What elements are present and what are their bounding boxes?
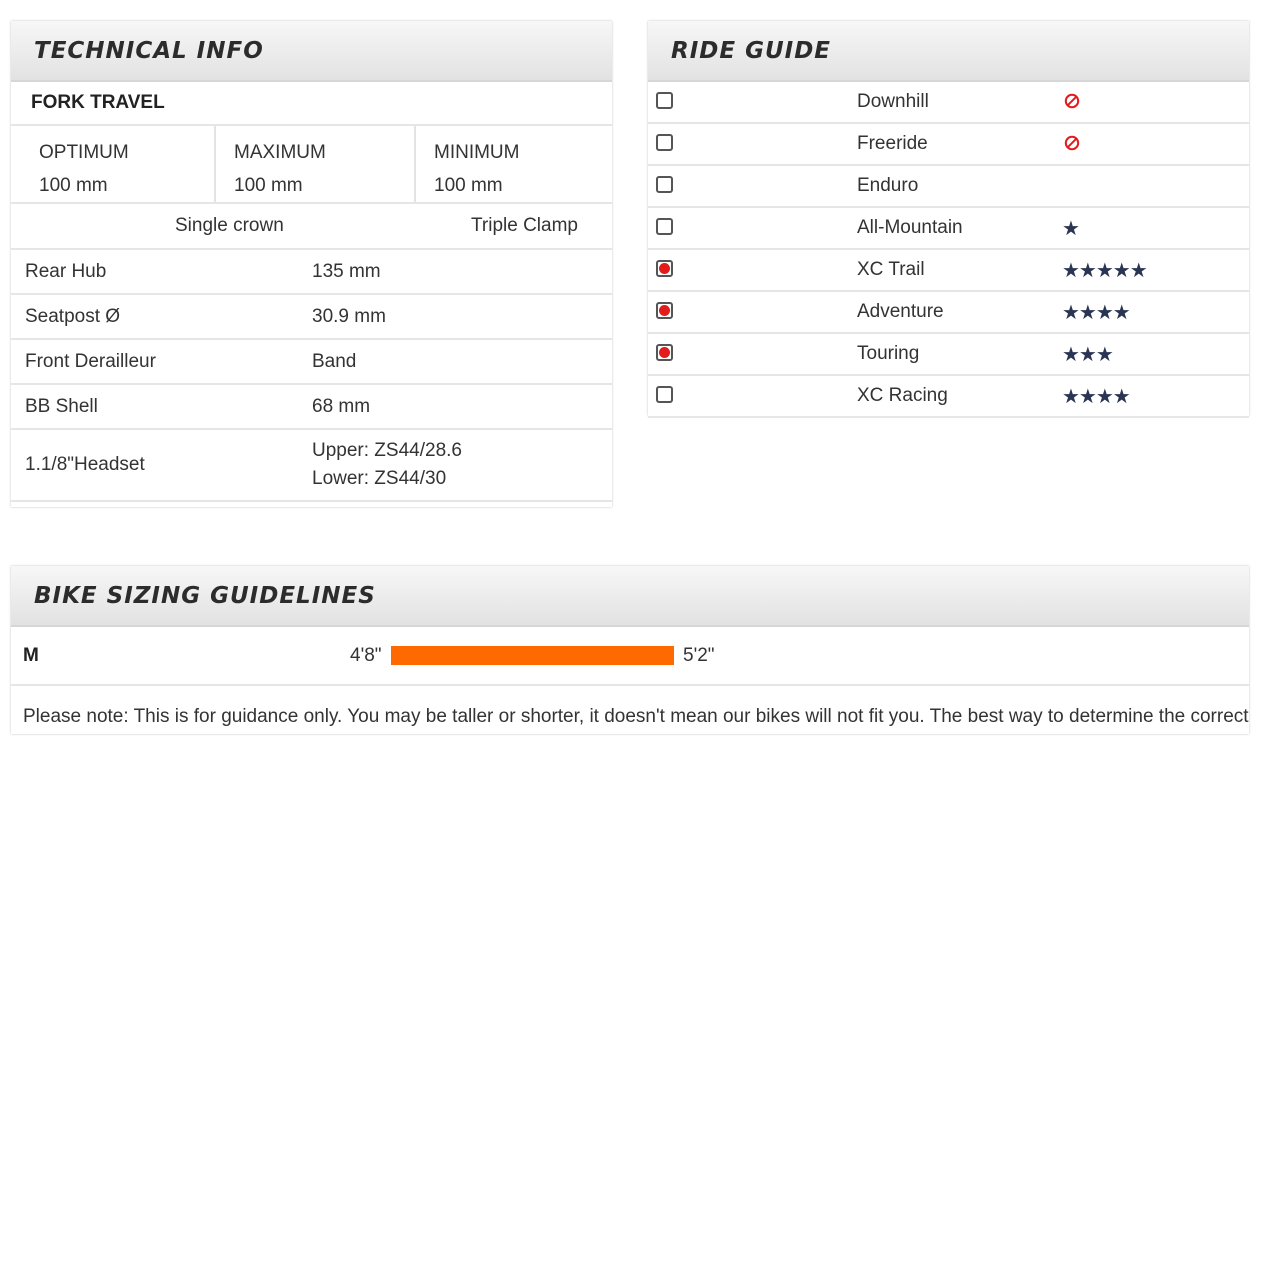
star-rating-icon: ★★★★★	[1062, 259, 1147, 282]
headset-lower: Lower: ZS44/30	[312, 468, 447, 489]
star-rating-icon: ★★★★	[1062, 301, 1130, 324]
fork-minimum	[414, 126, 612, 202]
ride-checkbox[interactable]	[656, 134, 673, 151]
spec-label: 1.1/8"Headset	[25, 454, 145, 475]
ride-name: XC Trail	[857, 259, 925, 280]
ride-checkbox[interactable]	[656, 386, 673, 403]
ride-name: Touring	[857, 343, 920, 364]
ride-name: Freeride	[857, 133, 928, 154]
star-rating-icon: ★★★	[1062, 343, 1113, 366]
spec-value: 135 mm	[312, 260, 381, 282]
spec-row-rear-hub	[11, 250, 612, 295]
spec-label: Front Derailleur	[25, 350, 156, 372]
technical-info-title: TECHNICAL INFO	[34, 37, 264, 64]
size-range-bar	[391, 646, 674, 665]
ride-guide-panel	[648, 21, 1249, 416]
not-recommended-icon	[1064, 93, 1080, 109]
ride-checkbox[interactable]	[656, 344, 673, 361]
spec-row-front-derailleur	[11, 340, 612, 385]
fork-minimum-value: 100 mm	[434, 175, 503, 196]
fork-travel-title: FORK TRAVEL	[11, 82, 612, 126]
bike-sizing-title: BIKE SIZING GUIDELINES	[34, 582, 376, 609]
ride-guide-row	[648, 292, 1249, 334]
size-range-track	[391, 646, 674, 665]
selected-dot-icon	[659, 263, 670, 274]
spec-label: Rear Hub	[25, 260, 107, 282]
not-recommended-icon	[1064, 135, 1080, 151]
star-rating-icon: ★	[1062, 217, 1079, 240]
fork-optimum-label: OPTIMUM	[39, 142, 129, 163]
ride-checkbox[interactable]	[656, 92, 673, 109]
ride-guide-list	[648, 82, 1249, 418]
fork-travel-values	[11, 126, 612, 204]
crown-option-single: Single crown	[175, 215, 284, 236]
spec-value: 30.9 mm	[312, 305, 386, 327]
spec-label: Seatpost Ø	[25, 305, 121, 327]
crown-options	[11, 204, 612, 250]
ride-name: All-Mountain	[857, 217, 963, 238]
fork-maximum	[214, 126, 414, 202]
spec-row-headset	[11, 430, 612, 502]
size-row-m	[11, 627, 1249, 686]
bike-sizing-panel	[11, 566, 1249, 734]
spec-row-seatpost	[11, 295, 612, 340]
ride-guide-row	[648, 82, 1249, 124]
headset-upper: Upper: ZS44/28.6	[312, 440, 462, 461]
ride-guide-row	[648, 124, 1249, 166]
star-rating-icon: ★★★★	[1062, 385, 1130, 408]
selected-dot-icon	[659, 305, 670, 316]
selected-dot-icon	[659, 347, 670, 358]
fork-maximum-value: 100 mm	[234, 175, 303, 196]
spec-label: BB Shell	[25, 395, 98, 417]
size-min-height: 4'8"	[350, 645, 382, 666]
spec-row-bb-shell	[11, 385, 612, 430]
size-label: M	[23, 645, 39, 666]
ride-guide-row	[648, 334, 1249, 376]
spec-value: 68 mm	[312, 395, 371, 417]
ride-name: Enduro	[857, 175, 919, 196]
ride-guide-header	[648, 21, 1249, 82]
ride-checkbox[interactable]	[656, 302, 673, 319]
crown-option-triple: Triple Clamp	[471, 215, 578, 236]
fork-minimum-label: MINIMUM	[434, 142, 520, 163]
ride-name: XC Racing	[857, 385, 948, 406]
ride-name: Adventure	[857, 301, 944, 322]
ride-name: Downhill	[857, 91, 929, 112]
size-max-height: 5'2"	[683, 645, 715, 666]
ride-guide-row	[648, 250, 1249, 292]
technical-info-header	[11, 21, 612, 82]
bike-sizing-header	[11, 566, 1249, 627]
ride-checkbox[interactable]	[656, 218, 673, 235]
ride-guide-row	[648, 376, 1249, 418]
spec-value: Band	[312, 350, 357, 372]
ride-checkbox[interactable]	[656, 260, 673, 277]
ride-guide-row	[648, 166, 1249, 208]
fork-optimum	[11, 126, 214, 202]
ride-guide-title: RIDE GUIDE	[671, 37, 831, 64]
ride-checkbox[interactable]	[656, 176, 673, 193]
ride-guide-row	[648, 208, 1249, 250]
fork-maximum-label: MAXIMUM	[234, 142, 326, 163]
sizing-note: Please note: This is for guidance only. You may be taller or shorter, it doesn't mean our bikes will not fit you. The best way to determine the correct	[23, 706, 1249, 727]
spec-value	[312, 437, 462, 493]
technical-info-panel	[11, 21, 612, 507]
fork-optimum-value: 100 mm	[39, 175, 108, 196]
